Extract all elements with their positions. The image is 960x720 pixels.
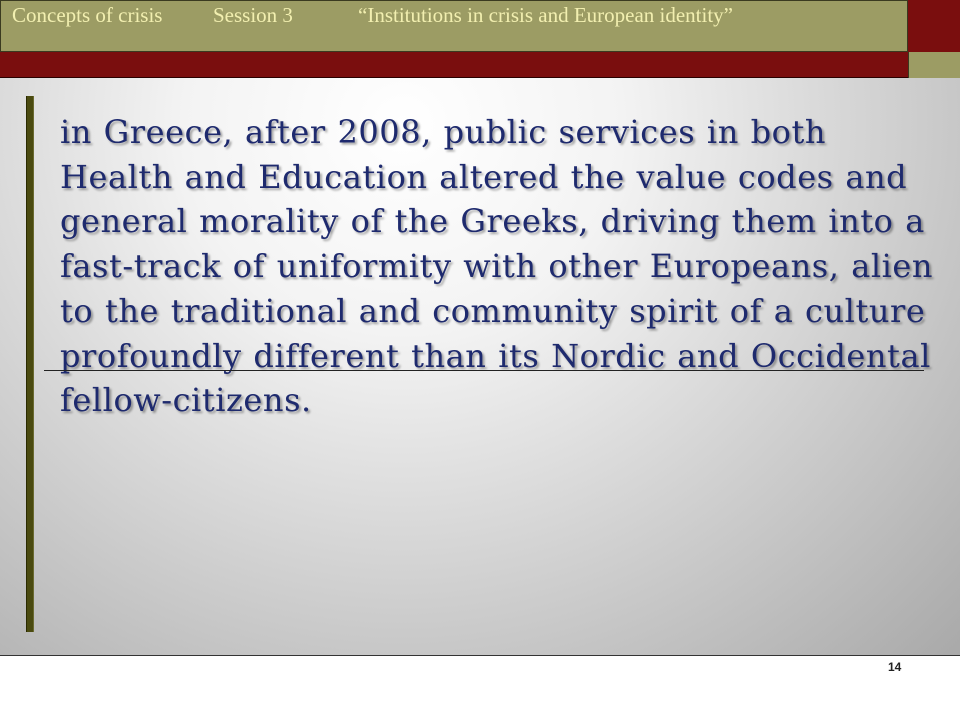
band-corner-block bbox=[908, 52, 960, 78]
footer bbox=[0, 656, 960, 720]
session-title: “Institutions in crisis and European identity” bbox=[358, 3, 734, 27]
body-paragraph: in Greece, after 2008, public services in both Health and Education altered the value codes and general morality of the Greeks, driving them into a fast-track of uniformity with other Europeans, alien to the traditional and community spirit of a culture profoundly different than its Nordic and Occidental fellow-citizens. bbox=[60, 113, 934, 420]
divider-line bbox=[44, 370, 924, 371]
accent-bar bbox=[26, 96, 34, 632]
session-label: Session 3 bbox=[213, 3, 293, 27]
header-red-band bbox=[0, 52, 908, 78]
page-number: 14 bbox=[888, 660, 902, 674]
course-title: Concepts of crisis bbox=[12, 3, 163, 27]
header-bar bbox=[0, 0, 908, 52]
header-corner-block bbox=[908, 0, 960, 52]
